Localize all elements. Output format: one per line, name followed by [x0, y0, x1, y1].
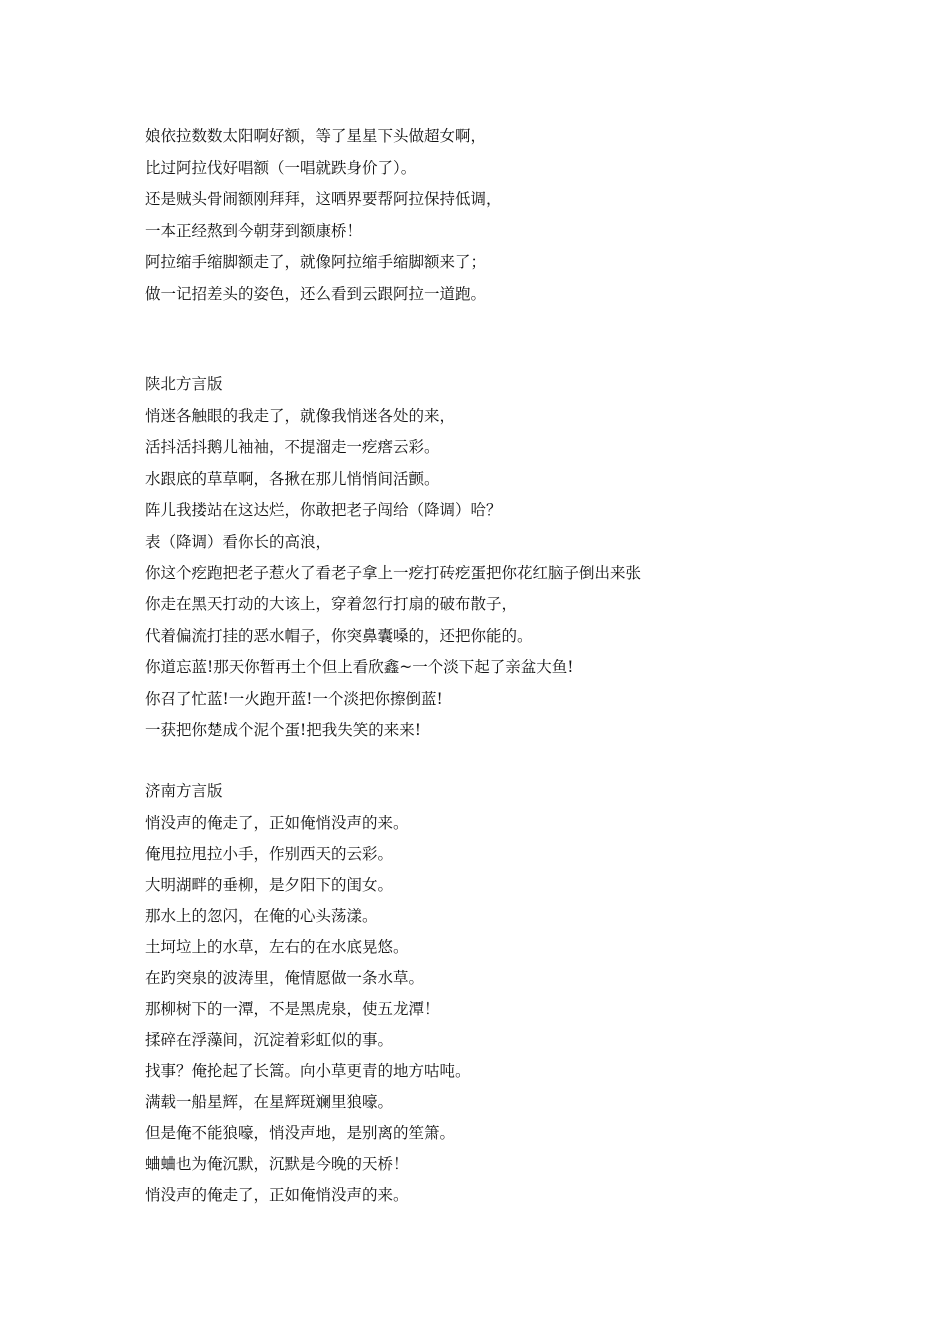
poem-line: 活抖活抖鹅儿袖袖，不提溜走一疙瘩云彩。: [145, 438, 440, 456]
poem-line: 你召了忙蓝!一火跑开蓝!一个淡把你擦倒蓝!: [145, 690, 443, 708]
poem-line: 那水上的忽闪，在俺的心头荡漾。: [145, 907, 378, 925]
poem-line: 阿拉缩手缩脚额走了，就像阿拉缩手缩脚额来了；: [145, 253, 487, 271]
poem-line: 娘依拉数数太阳啊好额，等了星星下头做超女啊，: [145, 127, 487, 145]
poem-line: 大明湖畔的垂柳，是夕阳下的闺女。: [145, 876, 394, 894]
poem-line: 在趵突泉的波涛里，俺情愿做一条水草。: [145, 969, 425, 987]
poem-line: 但是俺不能狼嚎，悄没声地，是别离的笙箫。: [145, 1124, 456, 1142]
poem-line: 表（降调）看你长的高浪，: [145, 533, 332, 551]
poem-line: 比过阿拉伐好唱额（一唱就跌身价了）。: [145, 159, 417, 177]
poem-line: 俺甩拉甩拉小手，作别西天的云彩。: [145, 845, 394, 863]
poem-line: 悄迷各触眼的我走了，就像我悄迷各处的来，: [145, 407, 456, 425]
poem-line: 悄没声的俺走了，正如俺悄没声的来。: [145, 814, 409, 832]
poem-line: 蛐蛐也为俺沉默，沉默是今晚的天桥！: [145, 1155, 409, 1173]
poem-line: 悄没声的俺走了，正如俺悄没声的来。: [145, 1186, 409, 1204]
poem-line: 你道忘蓝!那天你暂再土个但上看欣鑫~一个淡下起了亲盆大鱼!: [145, 658, 574, 676]
poem-line: 还是贼头骨闹额刚拜拜，这哂界要帮阿拉保持低调，: [145, 190, 502, 208]
poem-line: 满载一船星辉，在星辉斑斓里狼嚎。: [145, 1093, 394, 1111]
poem-line: 阵儿我搂站在这达烂，你敢把老子闯给（降调）哈？: [145, 501, 502, 519]
poem-line: 一本正经熬到今朝芽到额康桥！: [145, 222, 363, 240]
poem-line: 土坷垃上的水草，左右的在水底晃悠。: [145, 938, 409, 956]
poem-line: 揉碎在浮藻间，沉淀着彩虹似的事。: [145, 1031, 394, 1049]
poem-line: 代着偏流打挂的恶水帽子，你突鼻囊嗓的，还把你能的。: [145, 627, 533, 645]
section-heading: 济南方言版: [145, 782, 223, 800]
poem-line: 你走在黑天打动的大该上，穿着忽行打扇的破布散子，: [145, 595, 518, 613]
poem-line: 一获把你楚成个泥个蛋!把我失笑的来来!: [145, 721, 421, 739]
poem-line: 你这个疙跑把老子惹火了看老子拿上一疙打砖疙蛋把你花红脑子倒出来张: [145, 564, 642, 582]
section-heading: 陕北方言版: [145, 375, 223, 393]
poem-line: 那柳树下的一潭，不是黑虎泉，使五龙潭！: [145, 1000, 440, 1018]
poem-line: 找事？俺抡起了长篙。向小草更青的地方咕吨。: [145, 1062, 471, 1080]
poem-line: 做一记招差头的姿色，还么看到云跟阿拉一道跑。: [145, 285, 487, 303]
poem-line: 水跟底的草草啊，各揪在那儿悄悄间活颤。: [145, 470, 440, 488]
